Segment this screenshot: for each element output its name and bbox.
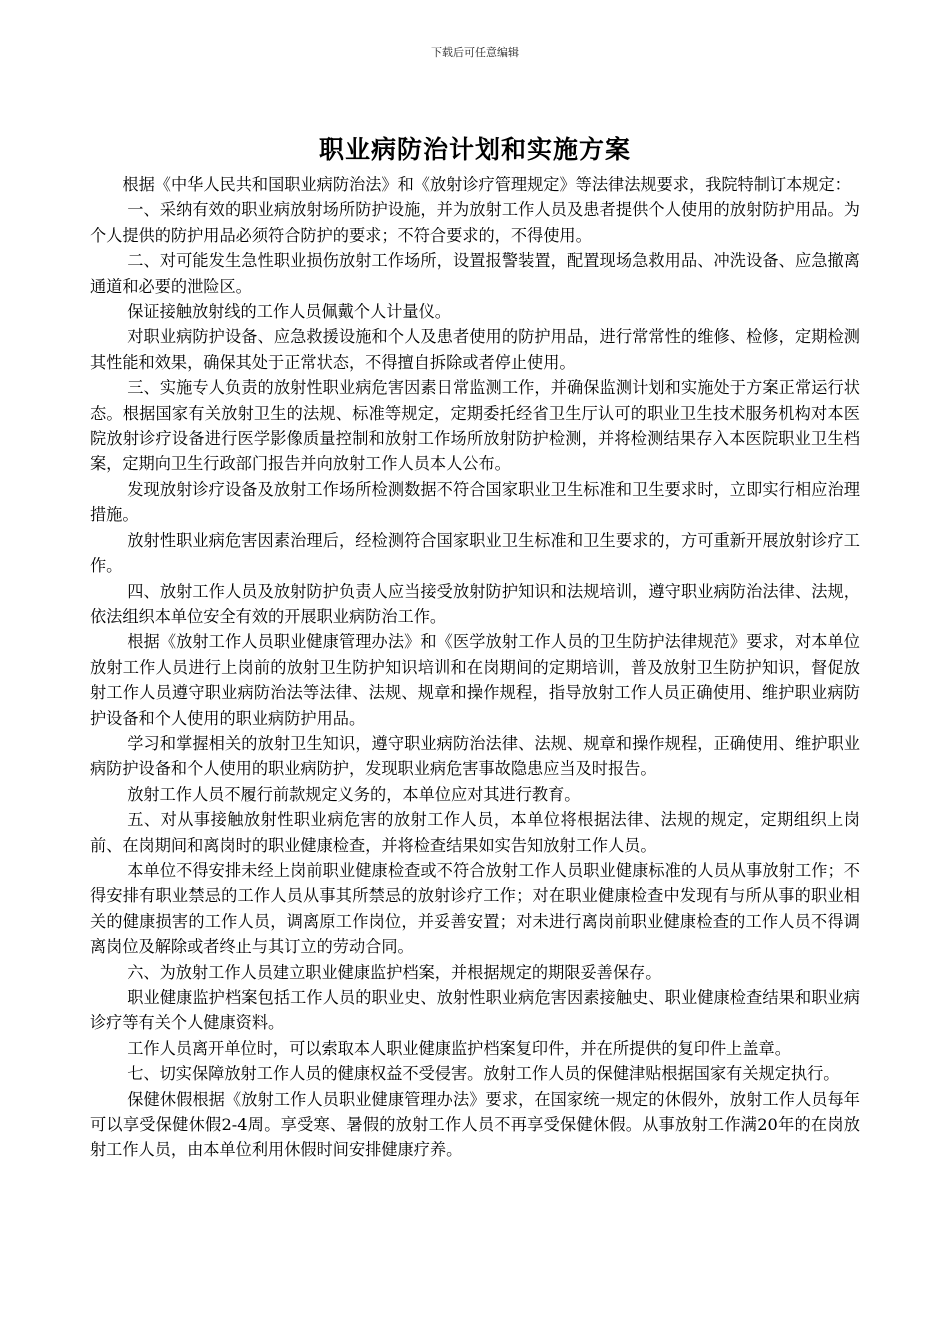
paragraph: 根据《放射工作人员职业健康管理办法》和《医学放射工作人员的卫生防护法律规范》要求，对本单位放射工作人员进行上岗前的放射卫生防护知识培训和在岗期间的定期培训，普及放射卫生防护知识，督促放射工作人员遵守职业病防治法等法律、法规、规章和操作规程，指导放射工作人员正确使用、维护职业病防护设备和个人使用的职业病防护用品。: [90, 632, 860, 728]
header-note: 下载后可任意编辑: [431, 46, 519, 59]
paragraph: 学习和掌握相关的放射卫生知识，遵守职业病防治法律、法规、规章和操作规程，正确使用、维护职业病防护设备和个人使用的职业病防护，发现职业病危害事故隐患应当及时报告。: [90, 733, 860, 779]
paragraph: 发现放射诊疗设备及放射工作场所检测数据不符合国家职业卫生标准和卫生要求时，立即实行相应治理措施。: [90, 479, 860, 525]
paragraph: 放射工作人员不履行前款规定义务的，本单位应对其进行教育。: [127, 784, 581, 804]
paragraph: 对职业病防护设备、应急救援设施和个人及患者使用的防护用品，进行常常性的维修、检修，定期检测其性能和效果，确保其处于正常状态，不得擅自拆除或者停止使用。: [90, 327, 860, 372]
paragraph: 根据《中华人民共和国职业病防治法》和《放射诊疗管理规定》等法律法规要求，我院特制订本规定：: [122, 175, 851, 194]
paragraph: 工作人员离开单位时，可以索取本人职业健康监护档案复印件，并在所提供的复印件上盖章。: [127, 1038, 791, 1058]
paragraph: 放射性职业病危害因素治理后，经检测符合国家职业卫生标准和卫生要求的，方可重新开展放射诊疗工作。: [90, 530, 860, 576]
paragraph: 五、对从事接触放射性职业病危害的放射工作人员，本单位将根据法律、法规的规定，定期组织上岗前、在岗期间和离岗时的职业健康检查，并将检查结果如实告知放射工作人员。: [90, 810, 860, 855]
document-body: [90, 172, 860, 1163]
paragraph: 七、切实保障放射工作人员的健康权益不受侵害。放射工作人员的保健津贴根据国家有关规定执行。: [127, 1064, 840, 1084]
paragraph: 保证接触放射线的工作人员佩戴个人计量仪。: [127, 302, 451, 322]
paragraph: 保健休假根据《放射工作人员职业健康管理办法》要求，在国家统一规定的休假外，放射工作人员每年可以享受保健休假2-4周。享受寒、暑假的放射工作人员不再享受保健休假。从事放射工作满20年的在岗放射工作人员，由本单位利用休假时间安排健康疗养。: [90, 1089, 860, 1160]
paragraph: 二、对可能发生急性职业损伤放射工作场所，设置报警装置，配置现场急救用品、冲洗设备、应急撤离通道和必要的泄险区。: [90, 251, 860, 296]
paragraph: 本单位不得安排未经上岗前职业健康检查或不符合放射工作人员职业健康标准的人员从事放射工作；不得安排有职业禁忌的工作人员从事其所禁忌的放射诊疗工作；对在职业健康检查中发现有与所从事的职业相关的健康损害的工作人员，调离原工作岗位，并妥善安置；对未进行离岗前职业健康检查的工作人员不得调离岗位及解除或者终止与其订立的劳动合同。: [90, 860, 860, 957]
paragraph: 四、放射工作人员及放射防护负责人应当接受放射防护知识和法规培训，遵守职业病防治法律、法规，依法组织本单位安全有效的开展职业病防治工作。: [90, 581, 860, 626]
paragraph: 三、实施专人负责的放射性职业病危害因素日常监测工作，并确保监测计划和实施处于方案正常运行状态。根据国家有关放射卫生的法规、标准等规定，定期委托经省卫生厅认可的职业卫生技术服务机构对本医院放射诊疗设备进行医学影像质量控制和放射工作场所放射防护检测，并将检测结果存入本医院职业卫生档案，定期向卫生行政部门报告并向放射工作人员本人公布。: [90, 378, 860, 474]
paragraph: 职业健康监护档案包括工作人员的职业史、放射性职业病危害因素接触史、职业健康检查结果和职业病诊疗等有关个人健康资料。: [90, 988, 860, 1033]
document-title: 职业病防治计划和实施方案: [318, 135, 631, 164]
paragraph: 一、采纳有效的职业病放射场所防护设施，并为放射工作人员及患者提供个人使用的放射防护用品。为个人提供的防护用品必须符合防护的要求；不符合要求的，不得使用。: [90, 200, 860, 245]
paragraph: 六、为放射工作人员建立职业健康监护档案，并根据规定的期限妥善保存。: [127, 962, 662, 982]
